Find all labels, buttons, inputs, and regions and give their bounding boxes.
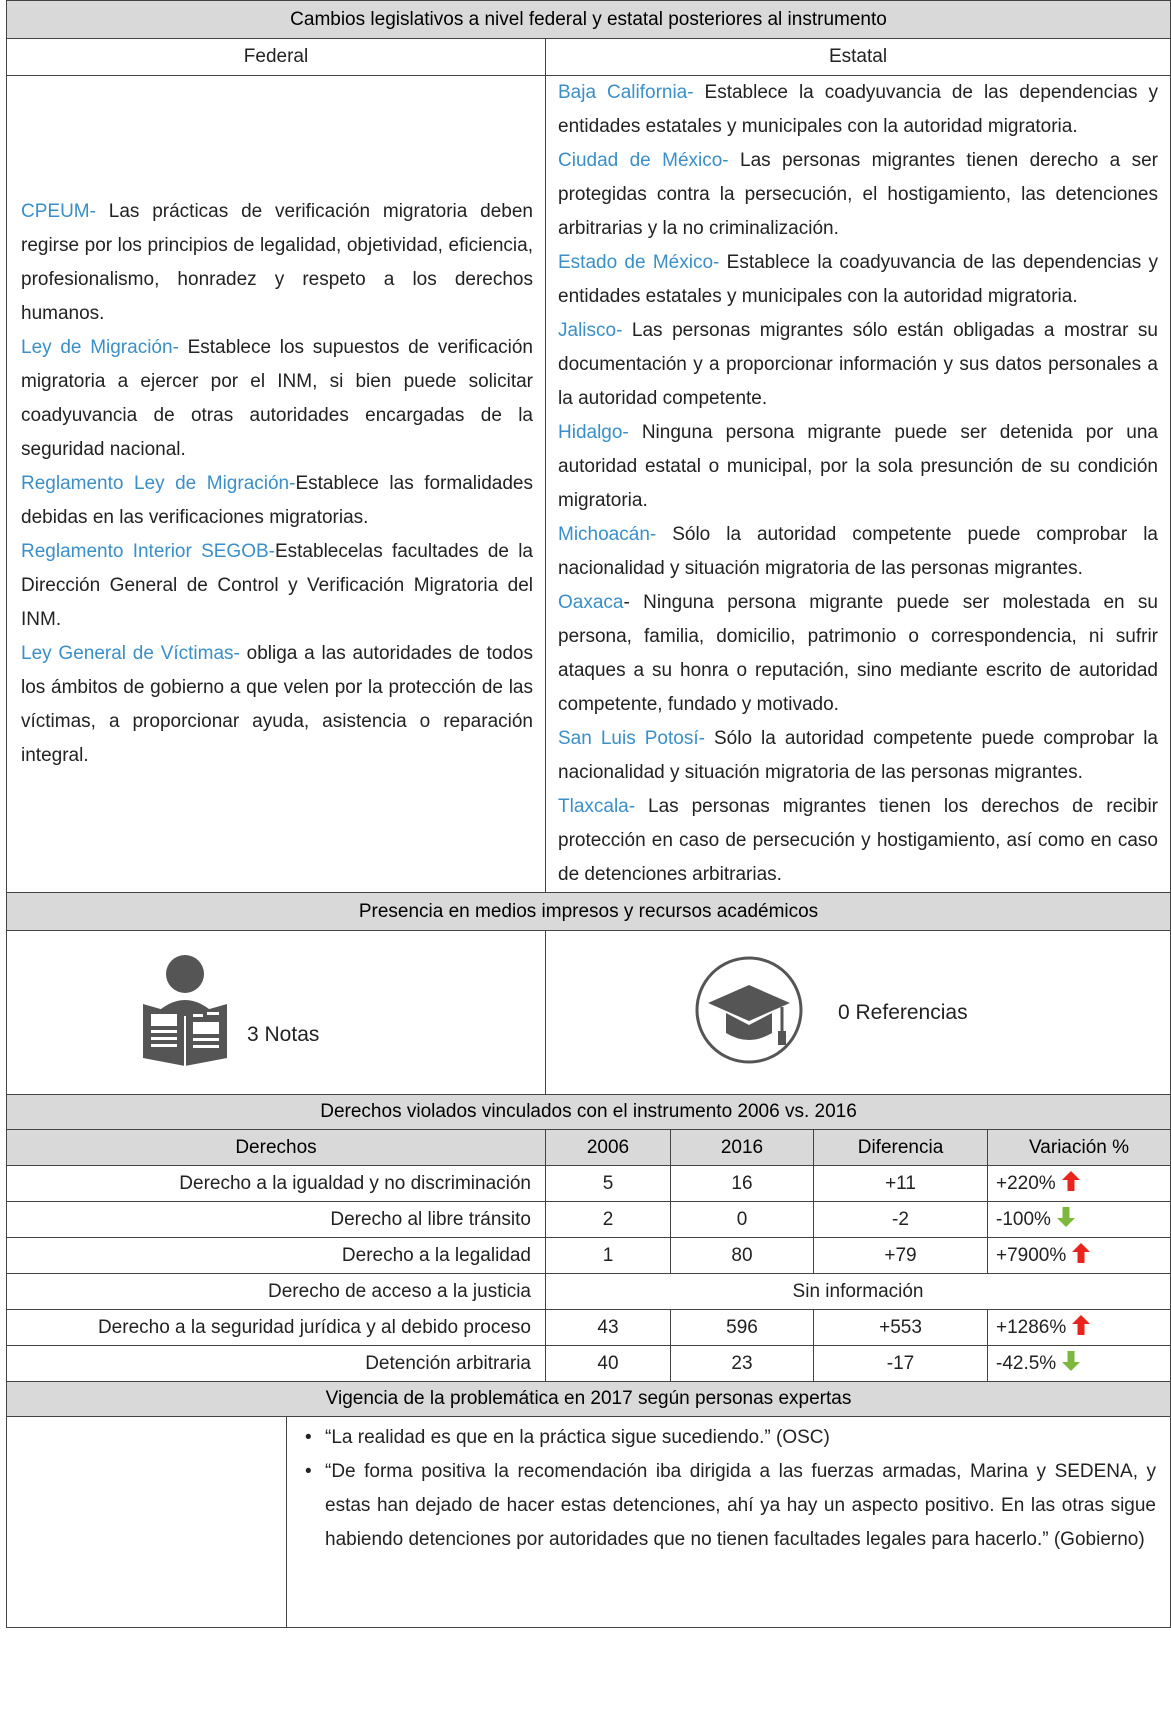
estatal-law-entry — [558, 76, 1158, 144]
expert-quote: • “La realidad es que en la práctica sigue sucediendo.” (OSC) — [321, 1421, 1156, 1455]
media-notes-cell — [7, 931, 546, 1095]
value-2016: 80 — [671, 1238, 814, 1274]
value-2016: 23 — [671, 1346, 814, 1382]
law-name: Reglamento Ley de Migración- — [21, 473, 296, 494]
difference: +79 — [814, 1238, 988, 1274]
federal-law-entry — [21, 331, 533, 467]
value-2006: 43 — [546, 1310, 671, 1346]
estatal-law-entry — [558, 246, 1158, 314]
variation-value: +7900% — [996, 1244, 1067, 1266]
legislative-title: Cambios legislativos a nivel federal y estatal posteriores al instrumento — [7, 1, 1171, 39]
law-name: Ciudad de México- — [558, 150, 729, 171]
federal-column-header: Federal — [7, 39, 546, 76]
law-description: Las prácticas de verificación migratoria deben regirse por los principios de legalidad, objetividad, eficiencia, profesionalismo, honradez y respeto a los derechos humanos. — [21, 201, 533, 324]
variation-cell — [988, 1346, 1171, 1382]
vigencia-table — [6, 1381, 1171, 1628]
quote-list — [303, 1421, 1156, 1557]
federal-law-entry — [21, 637, 533, 773]
right-name: Derecho al libre tránsito — [7, 1202, 546, 1238]
vigencia-quotes-cell — [287, 1417, 1171, 1628]
law-description: Sólo la autoridad competente puede comprobar la nacionalidad y situación migratoria de las personas migrantes. — [558, 524, 1158, 579]
law-description: Establece los supuestos de verificación migratoria a ejercer por el INM, si bien puede solicitar coadyuvancia de otras autoridades encargadas de la seguridad nacional. — [21, 337, 533, 460]
arrow-down-icon — [1062, 1351, 1080, 1377]
variation-value: +1286% — [996, 1316, 1067, 1338]
federal-cell — [7, 76, 546, 893]
arrow-up-icon — [1072, 1243, 1090, 1269]
estatal-law-entry — [558, 790, 1158, 892]
law-name: Oaxaca — [558, 592, 624, 613]
notes-count: 3 Notas — [247, 1022, 320, 1046]
law-description: Establecelas facultades de la Dirección General de Control y Verificación Migratoria del INM. — [21, 541, 533, 630]
federal-law-entry — [21, 195, 533, 331]
federal-law-entry — [21, 535, 533, 637]
law-name: Hidalgo- — [558, 422, 629, 443]
law-name: CPEUM- — [21, 201, 96, 222]
right-name: Derecho a la seguridad jurídica y al debido proceso — [7, 1310, 546, 1346]
estatal-law-entry — [558, 416, 1158, 518]
right-name: Derecho a la legalidad — [7, 1238, 546, 1274]
vigencia-blank-cell — [7, 1417, 287, 1628]
rights-row — [7, 1274, 1171, 1310]
law-name: Michoacán- — [558, 524, 657, 545]
law-description: Las personas migrantes tienen los derechos de recibir protección en caso de persecución y hostigamiento, así como en caso de detenciones arbitrarias. — [558, 796, 1158, 885]
arrow-up-icon — [1072, 1315, 1090, 1341]
rights-row — [7, 1166, 1171, 1202]
newspaper-reader-icon — [137, 954, 233, 1071]
variation-value: -100% — [996, 1208, 1051, 1230]
estatal-law-entry — [558, 586, 1158, 722]
variation-cell — [988, 1238, 1171, 1274]
right-name: Detención arbitraria — [7, 1346, 546, 1382]
value-2016: 0 — [671, 1202, 814, 1238]
references-count: 0 Referencias — [838, 1000, 968, 1024]
rights-row — [7, 1202, 1171, 1238]
law-description: Sólo la autoridad competente puede comprobar la nacionalidad y situación migratoria de las personas migrantes. — [558, 728, 1158, 783]
federal-law-entry — [21, 467, 533, 535]
arrow-down-icon — [1057, 1207, 1075, 1233]
rights-row — [7, 1310, 1171, 1346]
law-description: Ninguna persona migrante puede ser detenida por una autoridad estatal o municipal, por la sola presunción de su condición migratoria. — [558, 422, 1158, 511]
rights-header-derechos: Derechos — [7, 1130, 546, 1166]
variation-cell — [988, 1310, 1171, 1346]
estatal-list — [558, 76, 1158, 892]
estatal-law-entry — [558, 518, 1158, 586]
law-description: Las personas migrantes sólo están obligadas a mostrar su documentación y a proporcionar información y sus datos personales a la autoridad competente. — [558, 320, 1158, 409]
rights-header-diferencia: Diferencia — [814, 1130, 988, 1166]
rights-row — [7, 1346, 1171, 1382]
variation-value: +220% — [996, 1172, 1056, 1194]
variation-cell — [988, 1202, 1171, 1238]
law-description: Establece la coadyuvancia de las dependencias y entidades estatales y municipales con la autoridad migratoria. — [558, 82, 1158, 137]
estatal-law-entry — [558, 144, 1158, 246]
media-title: Presencia en medios impresos y recursos académicos — [7, 893, 1171, 931]
value-2006: 5 — [546, 1166, 671, 1202]
estatal-law-entry — [558, 314, 1158, 416]
difference: -17 — [814, 1346, 988, 1382]
variation-cell — [988, 1166, 1171, 1202]
value-2006: 1 — [546, 1238, 671, 1274]
value-2006: 2 — [546, 1202, 671, 1238]
federal-list — [21, 195, 533, 773]
value-2006: 40 — [546, 1346, 671, 1382]
law-name: Baja California- — [558, 82, 694, 103]
graduation-cap-icon — [694, 955, 804, 1070]
law-name: Jalisco- — [558, 320, 623, 341]
right-name: Derecho a la igualdad y no discriminación — [7, 1166, 546, 1202]
value-2016: 16 — [671, 1166, 814, 1202]
law-name: San Luis Potosí- — [558, 728, 705, 749]
difference: +553 — [814, 1310, 988, 1346]
law-description: Las personas migrantes tienen derecho a ser protegidas contra la persecución, el hostigamiento, las detenciones arbitrarias y la no criminalización. — [558, 150, 1158, 239]
law-name: Ley General de Víctimas- — [21, 643, 240, 664]
estatal-law-entry — [558, 722, 1158, 790]
rights-body — [7, 1166, 1171, 1382]
right-name: Derecho de acceso a la justicia — [7, 1274, 546, 1310]
value-2016: 596 — [671, 1310, 814, 1346]
media-table — [6, 892, 1171, 1095]
report-table-frame — [6, 0, 1170, 1628]
law-description: Establece la coadyuvancia de las dependencias y entidades estatales y municipales con la autoridad migratoria. — [558, 252, 1158, 307]
rights-header-variacion: Variación % — [988, 1130, 1171, 1166]
rights-title: Derechos violados vinculados con el instrumento 2006 vs. 2016 — [7, 1095, 1171, 1130]
law-name: Reglamento Interior SEGOB- — [21, 541, 275, 562]
rights-header-2016: 2016 — [671, 1130, 814, 1166]
difference: +11 — [814, 1166, 988, 1202]
law-description: - Ninguna persona migrante puede ser molestada en su persona, familia, domicilio, patrimonio o correspondencia, ni sufrir ataques a su honra o reputación, sino mediante escrito de autoridad competente, fundado y motivado. — [558, 592, 1158, 715]
law-description: obliga a las autoridades de todos los ámbitos de gobierno a que velen por la protección de las víctimas, a proporcionar ayuda, asistencia o reparación integral. — [21, 643, 534, 766]
vigencia-title: Vigencia de la problemática en 2017 según personas expertas — [7, 1382, 1171, 1417]
law-name: Ley de Migración- — [21, 337, 179, 358]
expert-quote: • “De forma positiva la recomendación iba dirigida a las fuerzas armadas, Marina y SEDENA, y estas han dejado de hacer estas detenciones, ahí ya hay un aspecto positivo. En las otras sigue habiendo detenciones por autoridades que no tienen facultades legales para hacerlo.” (Gobierno) — [321, 1455, 1156, 1557]
rights-header-2006: 2006 — [546, 1130, 671, 1166]
legislative-table — [6, 0, 1171, 893]
law-description: Establece las formalidades debidas en las verificaciones migratorias. — [21, 473, 533, 528]
rights-row — [7, 1238, 1171, 1274]
law-name: Estado de México- — [558, 252, 720, 273]
arrow-up-icon — [1062, 1171, 1080, 1197]
law-name: Tlaxcala- — [558, 796, 636, 817]
media-references-cell — [546, 931, 1171, 1095]
estatal-cell — [546, 76, 1171, 893]
no-info-cell: Sin información — [546, 1274, 1171, 1310]
variation-value: -42.5% — [996, 1352, 1057, 1374]
difference: -2 — [814, 1202, 988, 1238]
estatal-column-header: Estatal — [546, 39, 1171, 76]
rights-table — [6, 1094, 1171, 1382]
